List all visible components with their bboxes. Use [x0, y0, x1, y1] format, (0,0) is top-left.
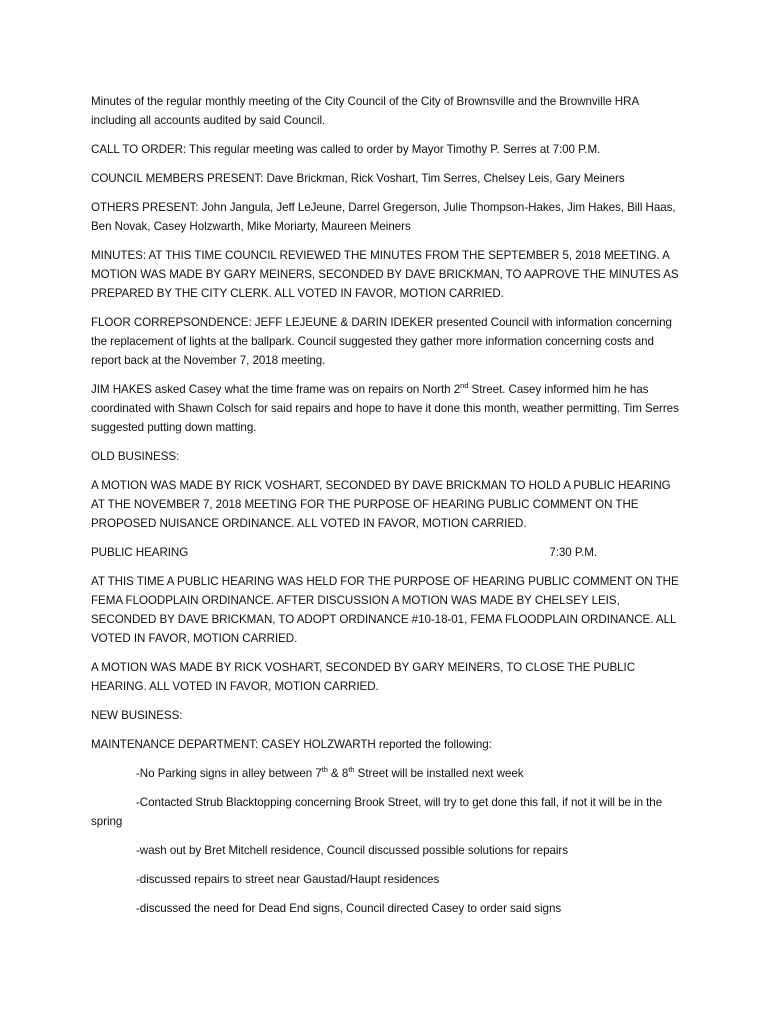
- jim-hakes-text-a: JIM HAKES asked Casey what the time frame was on repairs on North 2: [91, 383, 461, 396]
- maintenance-item-2: -Contacted Strub Blacktopping concerning Brook Street, will try to get done this fall, if not it will be in the spring: [91, 796, 663, 828]
- maintenance-item-5: -discussed the need for Dead End signs, Council directed Casey to order said signs: [136, 902, 562, 915]
- minutes-paragraph: MINUTES: AT THIS TIME COUNCIL REVIEWED THE MINUTES FROM THE SEPTEMBER 5, 2018 MEETING. A MOTION WAS MADE BY GARY MEINERS, SECONDED BY DAVE BRICKMAN, TO AAPROVE THE MINUTES AS PREPARED BY THE CITY CLERK. ALL VOTED IN FAVOR, MOTION CARRIED.: [91, 249, 679, 300]
- public-hearing-line: [91, 543, 681, 562]
- public-hearing-text: AT THIS TIME A PUBLIC HEARING WAS HELD FOR THE PURPOSE OF HEARING PUBLIC COMMENT ON THE FEMA FLOODPLAIN ORDINANCE. AFTER DISCUSSION A MOTION WAS MADE BY CHELSEY LEIS, SECONDED BY DAVE BRICKMAN, TO ADOPT ORDINANCE #10-18-01, FEMA FLOODPLAIN ORDINANCE. ALL VOTED IN FAVOR, MOTION CARRIED.: [91, 575, 679, 645]
- new-business-heading: NEW BUSINESS:: [91, 709, 183, 722]
- maint-item1-a: -No Parking signs in alley between 7: [136, 767, 322, 780]
- jim-hakes-paragraph: [91, 380, 681, 437]
- maintenance-heading: MAINTENANCE DEPARTMENT: CASEY HOLZWARTH reported the following:: [91, 738, 492, 751]
- old-business-heading: OLD BUSINESS:: [91, 450, 180, 463]
- maintenance-item-1: [91, 764, 681, 783]
- public-hearing-time: 7:30 P.M.: [549, 546, 597, 559]
- jim-hakes-text-b: Street. Casey informed him he has coordinated with Shawn Colsch for said repairs and hope to have it done this month, weather permitting. Tim Serres suggested putting down matting.: [91, 383, 679, 434]
- jim-hakes-sup: nd: [460, 381, 469, 391]
- others-present: OTHERS PRESENT: John Jangula, Jeff LeJeune, Darrel Gregerson, Julie Thompson-Hakes, Jim Hakes, Bill Haas, Ben Novak, Casey Holzwarth, Mike Moriarty, Maureen Meiners: [91, 201, 676, 233]
- maint-item1-b: & 8: [327, 767, 349, 780]
- maint-item1-sup2: th: [348, 765, 355, 775]
- maint-item1-c: Street will be installed next week: [354, 767, 524, 780]
- floor-correspondence: FLOOR CORREPSONDENCE: JEFF LEJEUNE & DARIN IDEKER presented Council with information concerning the replacement of lights at the ballpark. Council suggested they gather more information concerning costs and report back at the November 7, 2018 meeting.: [91, 316, 672, 367]
- old-business-motion: A MOTION WAS MADE BY RICK VOSHART, SECONDED BY DAVE BRICKMAN TO HOLD A PUBLIC HEARING AT THE NOVEMBER 7, 2018 MEETING FOR THE PURPOSE OF HEARING PUBLIC COMMENT ON THE PROPOSED NUISANCE ORDINANCE. ALL VOTED IN FAVOR, MOTION CARRIED.: [91, 479, 671, 530]
- maintenance-item-3: -wash out by Bret Mitchell residence, Council discussed possible solutions for repairs: [136, 844, 568, 857]
- maintenance-item-4: -discussed repairs to street near Gaustad/Haupt residences: [136, 873, 440, 886]
- document-page: [91, 92, 681, 928]
- public-hearing-label: PUBLIC HEARING: [91, 546, 189, 559]
- maint-item1-sup1: th: [321, 765, 328, 775]
- close-hearing-motion: A MOTION WAS MADE BY RICK VOSHART, SECONDED BY GARY MEINERS, TO CLOSE THE PUBLIC HEARING. ALL VOTED IN FAVOR, MOTION CARRIED.: [91, 661, 636, 693]
- intro-paragraph: Minutes of the regular monthly meeting of the City Council of the City of Brownsville and the Brownville HRA including all accounts audited by said Council.: [91, 95, 639, 127]
- call-to-order: CALL TO ORDER: This regular meeting was called to order by Mayor Timothy P. Serres at 7:00 P.M.: [91, 143, 601, 156]
- council-members-present: COUNCIL MEMBERS PRESENT: Dave Brickman, Rick Voshart, Tim Serres, Chelsey Leis, Gary Meiners: [91, 172, 625, 185]
